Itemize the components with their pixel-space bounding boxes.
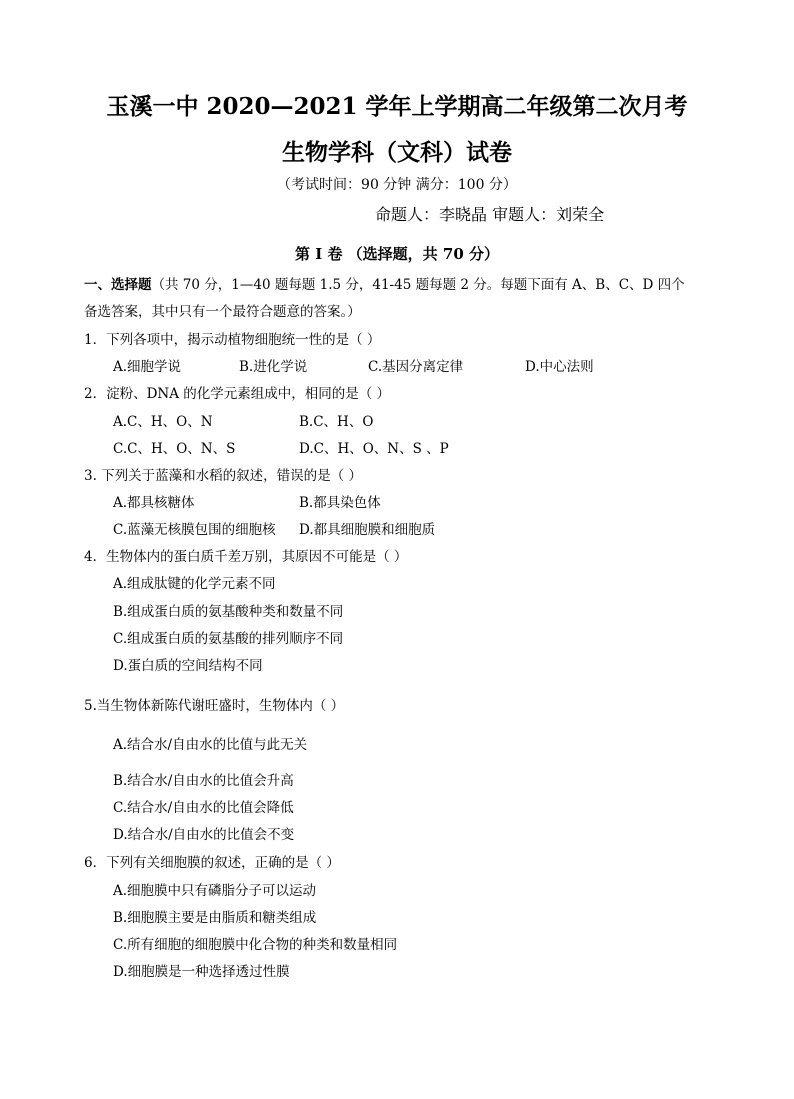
section-instruction-line2: 备选答案，其中只有一个最符合题意的答案。） [84,304,361,320]
question-4-option-d: D.蛋白质的空间结构不同 [113,658,263,674]
question-6-stem: 6．下列有关细胞膜的叙述，正确的是（ ） [84,855,340,871]
question-3-stem: 3. 下列关于蓝藻和水稻的叙述，错误的是（ ） [84,468,362,484]
question-3-option-a: A.都具核糖体 [113,495,195,511]
question-1-stem: 1．下列各项中，揭示动植物细胞统一性的是（ ） [84,332,381,348]
question-4-option-b: B.组成蛋白质的氨基酸种类和数量不同 [113,604,344,620]
question-2-stem: 2．淀粉、DNA 的化学元素组成中，相同的是（ ） [84,386,391,402]
question-2-option-a: A.C、H、O、N [113,414,213,430]
question-5-option-c: C.结合水/自由水的比值会降低 [113,800,294,816]
question-4-option-c: C.组成蛋白质的氨基酸的排列顺序不同 [113,631,344,647]
question-4-option-a: A.组成肽键的化学元素不同 [113,576,276,592]
question-3-option-c: C.蓝藻无核膜包围的细胞核 [113,522,276,538]
question-2-option-c: C.C、H、O、N、S [113,441,236,457]
question-6-option-a: A.细胞膜中只有磷脂分子可以运动 [113,883,317,899]
question-2-option-d: D.C、H、O、N、S 、P [299,441,449,457]
question-5-option-a: A.结合水/自由水的比值与此无关 [113,737,308,753]
question-4-stem: 4．生物体内的蛋白质千差万别，其原因不可能是（ ） [84,549,408,565]
exam-title: 玉溪一中 2020—2021 学年上学期高二年级第二次月考 [106,93,688,120]
question-5-stem: 5.当生物体新陈代谢旺盛时，生物体内（ ） [84,698,345,714]
question-6-option-d: D.细胞膜是一种选择透过性膜 [113,964,290,980]
question-1-option-c: C.基因分离定律 [368,359,464,375]
section-instruction-line1 [84,273,685,293]
exam-time-info: （考试时间：90 分钟 满分：100 分） [277,177,517,193]
exam-authors: 命题人：李晓晶 审题人：刘荣全 [375,205,605,224]
question-6-option-b: B.细胞膜主要是由脂质和糖类组成 [113,910,317,926]
question-2-option-b: B.C、H、O [299,414,374,430]
question-3-option-d: D.都具细胞膜和细胞质 [299,522,436,538]
question-1-option-b: B.进化学说 [239,359,308,375]
exam-subtitle: 生物学科（文科）试卷 [282,139,512,166]
question-1-option-d: D.中心法则 [525,359,594,375]
question-5-option-d: D.结合水/自由水的比值会不变 [113,827,295,843]
question-6-option-c: C.所有细胞的细胞膜中化合物的种类和数量相同 [113,937,398,953]
question-3-option-b: B.都具染色体 [299,495,381,511]
instruction-label: 一、选择题 [84,277,152,293]
question-5-option-b: B.结合水/自由水的比值会升高 [113,773,294,789]
instruction-text: （共 70 分，1—40 题每题 1.5 分，41-45 题每题 2 分。每题下面有 A、B、C、D 四个 [151,277,685,293]
section-title: 第 I 卷 （选择题，共 70 分） [294,245,499,263]
question-1-option-a: A.细胞学说 [113,359,182,375]
